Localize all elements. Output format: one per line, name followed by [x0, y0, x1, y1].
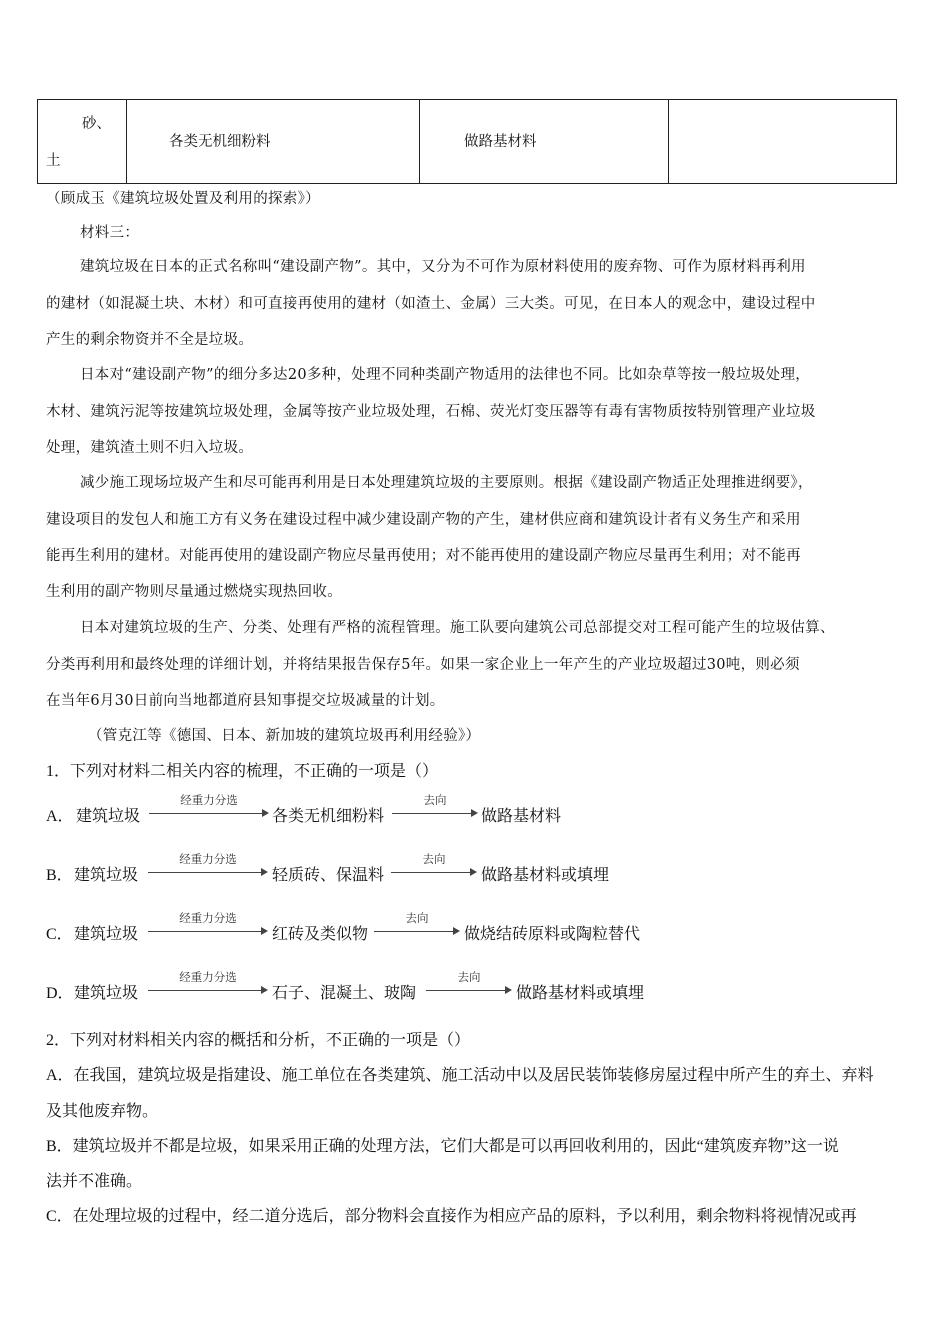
- option-line[interactable]: C．在处理垃圾的过程中，经二道分选后，部分物料会直接作为相应产品的原料，予以利用，剩余物料将视情况或再: [46, 1208, 857, 1225]
- table-cell-usage: 做路基材料: [420, 100, 669, 184]
- paragraph-line: 能再生利用的建材。对能再使用的建设副产物应尽量再使用；对不能再使用的建设副产物应尽量再生利用；对不能再: [46, 548, 801, 564]
- table-row: [38, 100, 897, 184]
- arrow-icon: 去向: [392, 803, 478, 833]
- option-d[interactable]: D． 建筑垃圾 经重力分选 石子、混凝土、玻陶 去向 做路基材料或填埋: [46, 980, 906, 1010]
- paragraph-line: 生利用的副产物则尽量通过燃烧实现热回收。: [46, 584, 342, 600]
- paragraph-line: 产生的剩余物资并不全是垃圾。: [46, 332, 254, 348]
- paragraph-line: 日本对建筑垃圾的生产、分类、处理有严格的流程管理。施工队要向建筑公司总部提交对工程可能产生的垃圾估算、: [80, 620, 835, 636]
- cell-text: 砂、: [82, 116, 111, 132]
- option-c[interactable]: C． 建筑垃圾 经重力分选 红砖及类似物 去向 做烧结砖原料或陶粒替代: [46, 921, 906, 951]
- option-line[interactable]: A．在我国，建筑垃圾是指建设、施工单位在各类建筑、施工活动中以及居民装饰装修房屋过程中所产生的弃土、弃料: [46, 1067, 874, 1084]
- paragraph-line: 分类再利用和最终处理的详细计划，并将结果报告保存5年。如果一家企业上一年产生的产业垃圾超过30吨，则必须: [46, 657, 800, 673]
- table-cell-empty: [669, 100, 897, 184]
- option-b[interactable]: B． 建筑垃圾 经重力分选 轻质砖、保温料 去向 做路基材料或填埋: [46, 862, 906, 892]
- source-citation: （顾成玉《建筑垃圾处置及利用的探索》）: [46, 191, 320, 207]
- paragraph-line: 建筑垃圾在日本的正式名称叫“建设副产物”。其中，又分为不可作为原材料使用的废弃物、可作为原材料再利用: [80, 259, 806, 275]
- question-stem: 2．下列对材料相关内容的概括和分析，不正确的一项是（）: [46, 1032, 471, 1049]
- arrow-icon: 经重力分选: [149, 803, 269, 833]
- cell-text: 土: [46, 153, 61, 169]
- paragraph-line: 的建材（如混凝土块、木材）和可直接再使用的建材（如渣土、金属）三大类。可见，在日本人的观念中，建设过程中: [46, 296, 816, 312]
- source-citation: （管克江等《德国、日本、新加坡的建筑垃圾再利用经验》）: [88, 728, 481, 744]
- table-cell-product: 各类无机细粉料: [127, 100, 420, 184]
- paragraph-line: 木材、建筑污泥等按建筑垃圾处理，金属等按产业垃圾处理，石棉、荧光灯变压器等有毒有害物质按特别管理产业垃圾: [46, 404, 816, 420]
- paragraph-line: 日本对“建设副产物”的细分多达20多种，处理不同种类副产物适用的法律也不同。比如杂草等按一般垃圾处理，: [80, 367, 811, 383]
- arrow-icon: 去向: [391, 862, 477, 892]
- option-a[interactable]: A． 建筑垃圾 经重力分选 各类无机细粉料 去向 做路基材料: [46, 803, 906, 833]
- arrow-icon: 经重力分选: [148, 862, 268, 892]
- materials-table: [37, 99, 897, 184]
- arrow-icon: 去向: [426, 980, 512, 1010]
- section-heading: 材料三：: [80, 225, 140, 241]
- arrow-icon: 经重力分选: [148, 980, 268, 1010]
- paragraph-line: 建设项目的发包人和施工方有义务在建设过程中减少建设副产物的产生，建材供应商和建筑设计者有义务生产和采用: [46, 512, 801, 528]
- arrow-icon: 去向: [374, 921, 460, 951]
- paragraph-line: 减少施工现场垃圾产生和尽可能再利用是日本处理建筑垃圾的主要原则。根据《建设副产物适正处理推进纲要》，: [80, 475, 813, 491]
- paragraph-line: 在当年6月30日前向当地都道府县知事提交垃圾减量的计划。: [46, 693, 445, 709]
- paragraph-line: 处理，建筑渣土则不归入垃圾。: [46, 440, 254, 456]
- table-cell-material: [38, 100, 127, 184]
- option-line: 及其他废弃物。: [46, 1103, 159, 1120]
- question-stem: 1．下列对材料二相关内容的梳理，不正确的一项是（）: [46, 763, 439, 780]
- option-line: 法并不准确。: [46, 1173, 143, 1190]
- option-line[interactable]: B．建筑垃圾并不都是垃圾，如果采用正确的处理方法，它们大都是可以再回收利用的，因此“建筑废弃物”这一说: [46, 1138, 839, 1155]
- arrow-icon: 经重力分选: [148, 921, 268, 951]
